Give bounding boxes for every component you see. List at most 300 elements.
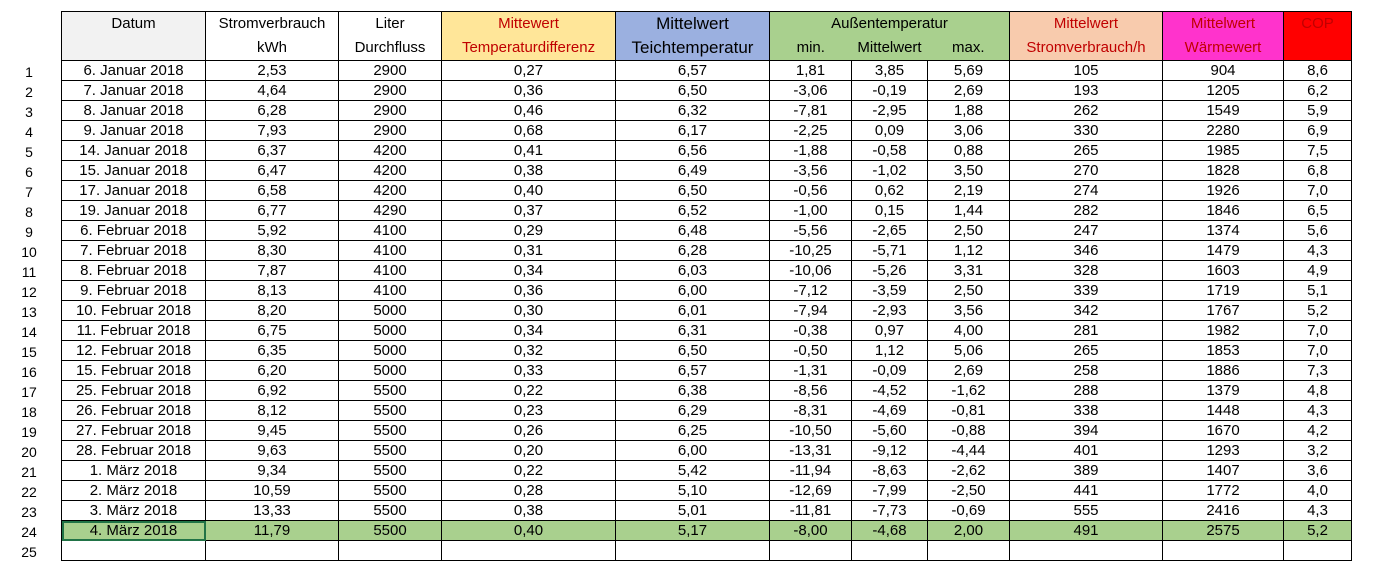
cell-datum[interactable]: 11. Februar 2018 — [62, 321, 206, 341]
row-number[interactable]: 13 — [21, 304, 37, 320]
header-aussen-mean[interactable]: Mittelwert — [852, 36, 928, 61]
cell-datum[interactable]: 8. Februar 2018 — [62, 261, 206, 281]
cell-strom-h[interactable] — [1010, 541, 1163, 561]
cell-aussen-max[interactable]: 2,19 — [928, 181, 1010, 201]
cell-tdiff[interactable]: 0,29 — [442, 221, 616, 241]
cell-liter[interactable]: 2900 — [339, 121, 442, 141]
cell-waerme[interactable]: 1853 — [1163, 341, 1284, 361]
cell-liter[interactable]: 5500 — [339, 441, 442, 461]
cell-liter[interactable]: 2900 — [339, 81, 442, 101]
cell-aussen-max[interactable]: 1,12 — [928, 241, 1010, 261]
cell-cop[interactable]: 4,3 — [1284, 501, 1352, 521]
cell-waerme[interactable]: 1846 — [1163, 201, 1284, 221]
cell-aussen-min[interactable]: -7,12 — [770, 281, 852, 301]
cell-cop[interactable]: 5,1 — [1284, 281, 1352, 301]
row-number[interactable]: 4 — [25, 124, 33, 140]
cell-cop[interactable]: 3,6 — [1284, 461, 1352, 481]
cell-waerme[interactable]: 1293 — [1163, 441, 1284, 461]
cell-waerme[interactable] — [1163, 541, 1284, 561]
cell-datum[interactable]: 17. Januar 2018 — [62, 181, 206, 201]
header-liter-top[interactable]: Liter — [339, 12, 442, 37]
cell-liter[interactable]: 5500 — [339, 521, 442, 541]
cell-aussen-max[interactable]: 3,31 — [928, 261, 1010, 281]
cell-liter[interactable]: 2900 — [339, 101, 442, 121]
cell-tdiff[interactable]: 0,38 — [442, 501, 616, 521]
cell-waerme[interactable]: 1603 — [1163, 261, 1284, 281]
row-number[interactable]: 5 — [25, 144, 33, 160]
cell-aussen-min[interactable]: -10,50 — [770, 421, 852, 441]
cell-strom-kwh[interactable]: 8,13 — [206, 281, 339, 301]
cell-aussen-min[interactable]: -1,31 — [770, 361, 852, 381]
cell-aussen-max[interactable]: -4,44 — [928, 441, 1010, 461]
cell-tdiff[interactable]: 0,41 — [442, 141, 616, 161]
cell-aussen-mean[interactable]: -7,73 — [852, 501, 928, 521]
cell-tdiff[interactable]: 0,33 — [442, 361, 616, 381]
cell-aussen-mean[interactable]: -5,26 — [852, 261, 928, 281]
cell-strom-h[interactable]: 394 — [1010, 421, 1163, 441]
cell-cop[interactable]: 4,0 — [1284, 481, 1352, 501]
cell-tdiff[interactable]: 0,28 — [442, 481, 616, 501]
cell-strom-h[interactable]: 258 — [1010, 361, 1163, 381]
cell-strom-h[interactable]: 262 — [1010, 101, 1163, 121]
row-number[interactable]: 12 — [21, 284, 37, 300]
cell-waerme[interactable]: 904 — [1163, 61, 1284, 81]
cell-strom-kwh[interactable]: 9,45 — [206, 421, 339, 441]
cell-liter[interactable]: 4100 — [339, 261, 442, 281]
cell-cop[interactable]: 5,2 — [1284, 301, 1352, 321]
cell-cop[interactable]: 4,2 — [1284, 421, 1352, 441]
cell-teich[interactable]: 6,52 — [616, 201, 770, 221]
header-tdiff-bottom[interactable]: Temperaturdifferenz — [442, 36, 616, 61]
cell-aussen-mean[interactable]: 0,97 — [852, 321, 928, 341]
cell-strom-h[interactable]: 328 — [1010, 261, 1163, 281]
cell-waerme[interactable]: 1379 — [1163, 381, 1284, 401]
row-number[interactable]: 2 — [25, 84, 33, 100]
cell-strom-h[interactable]: 288 — [1010, 381, 1163, 401]
header-aussen-top[interactable]: Außentemperatur — [770, 12, 1010, 37]
cell-aussen-mean[interactable]: -2,65 — [852, 221, 928, 241]
cell-teich[interactable]: 6,25 — [616, 421, 770, 441]
cell-teich[interactable]: 6,56 — [616, 141, 770, 161]
cell-waerme[interactable]: 1479 — [1163, 241, 1284, 261]
cell-strom-kwh[interactable]: 13,33 — [206, 501, 339, 521]
cell-aussen-max[interactable]: -2,50 — [928, 481, 1010, 501]
cell-aussen-mean[interactable]: -2,93 — [852, 301, 928, 321]
cell-aussen-mean[interactable]: 0,15 — [852, 201, 928, 221]
cell-cop[interactable]: 5,6 — [1284, 221, 1352, 241]
cell-teich[interactable]: 6,03 — [616, 261, 770, 281]
cell-teich[interactable]: 6,31 — [616, 321, 770, 341]
cell-aussen-mean[interactable]: -0,09 — [852, 361, 928, 381]
header-teich-top[interactable]: Mittelwert — [616, 12, 770, 37]
cell-tdiff[interactable]: 0,22 — [442, 461, 616, 481]
cell-strom-kwh[interactable]: 9,63 — [206, 441, 339, 461]
cell-strom-h[interactable]: 281 — [1010, 321, 1163, 341]
cell-strom-h[interactable]: 105 — [1010, 61, 1163, 81]
cell-aussen-min[interactable]: -3,56 — [770, 161, 852, 181]
header-stromh-bottom[interactable]: Stromverbrauch/h — [1010, 36, 1163, 61]
cell-aussen-max[interactable]: 2,50 — [928, 281, 1010, 301]
cell-liter[interactable]: 5500 — [339, 481, 442, 501]
cell-aussen-mean[interactable]: -2,95 — [852, 101, 928, 121]
cell-cop[interactable]: 4,3 — [1284, 401, 1352, 421]
cell-datum[interactable]: 14. Januar 2018 — [62, 141, 206, 161]
cell-waerme[interactable]: 1886 — [1163, 361, 1284, 381]
cell-datum[interactable]: 8. Januar 2018 — [62, 101, 206, 121]
cell-teich[interactable]: 6,57 — [616, 361, 770, 381]
cell-aussen-max[interactable]: -0,88 — [928, 421, 1010, 441]
cell-aussen-min[interactable]: -3,06 — [770, 81, 852, 101]
cell-datum[interactable]: 12. Februar 2018 — [62, 341, 206, 361]
cell-waerme[interactable]: 1374 — [1163, 221, 1284, 241]
cell-waerme[interactable]: 1670 — [1163, 421, 1284, 441]
header-cop[interactable]: COP — [1284, 12, 1352, 37]
cell-strom-h[interactable]: 270 — [1010, 161, 1163, 181]
cell-datum[interactable]: 7. Februar 2018 — [62, 241, 206, 261]
header-teich-bottom[interactable]: Teichtemperatur — [616, 36, 770, 61]
cell-strom-kwh[interactable]: 7,93 — [206, 121, 339, 141]
cell-datum[interactable]: 2. März 2018 — [62, 481, 206, 501]
row-number[interactable]: 14 — [21, 324, 37, 340]
cell-aussen-mean[interactable]: 3,85 — [852, 61, 928, 81]
cell-aussen-max[interactable]: -1,62 — [928, 381, 1010, 401]
cell-datum[interactable]: 9. Februar 2018 — [62, 281, 206, 301]
cell-strom-h[interactable]: 265 — [1010, 141, 1163, 161]
row-number[interactable]: 22 — [21, 484, 37, 500]
cell-aussen-max[interactable]: 2,69 — [928, 81, 1010, 101]
cell-aussen-mean[interactable]: -5,60 — [852, 421, 928, 441]
cell-aussen-max[interactable]: 2,69 — [928, 361, 1010, 381]
cell-aussen-min[interactable]: -2,25 — [770, 121, 852, 141]
cell-aussen-min[interactable]: 1,81 — [770, 61, 852, 81]
cell-tdiff[interactable]: 0,30 — [442, 301, 616, 321]
cell-tdiff[interactable]: 0,22 — [442, 381, 616, 401]
cell-aussen-max[interactable] — [928, 541, 1010, 561]
cell-cop[interactable]: 5,9 — [1284, 101, 1352, 121]
cell-liter[interactable]: 5500 — [339, 381, 442, 401]
cell-aussen-min[interactable]: -7,94 — [770, 301, 852, 321]
cell-datum[interactable]: 4. März 2018 — [62, 521, 206, 541]
cell-cop[interactable]: 4,3 — [1284, 241, 1352, 261]
cell-waerme[interactable]: 2280 — [1163, 121, 1284, 141]
cell-aussen-mean[interactable]: -4,69 — [852, 401, 928, 421]
cell-aussen-min[interactable]: -10,06 — [770, 261, 852, 281]
header-aussen-min[interactable]: min. — [770, 36, 852, 61]
cell-strom-h[interactable]: 441 — [1010, 481, 1163, 501]
cell-aussen-min[interactable]: -12,69 — [770, 481, 852, 501]
row-number[interactable]: 23 — [21, 504, 37, 520]
cell-strom-h[interactable]: 342 — [1010, 301, 1163, 321]
cell-strom-h[interactable]: 401 — [1010, 441, 1163, 461]
cell-cop[interactable]: 7,0 — [1284, 341, 1352, 361]
cell-waerme[interactable]: 1982 — [1163, 321, 1284, 341]
cell-aussen-mean[interactable]: -4,68 — [852, 521, 928, 541]
cell-teich[interactable]: 6,00 — [616, 441, 770, 461]
cell-strom-kwh[interactable]: 4,64 — [206, 81, 339, 101]
cell-teich[interactable]: 6,50 — [616, 81, 770, 101]
cell-tdiff[interactable]: 0,27 — [442, 61, 616, 81]
header-strom-bottom[interactable]: kWh — [206, 36, 339, 61]
cell-liter[interactable]: 4100 — [339, 241, 442, 261]
header-waerme-bottom[interactable]: Wärmewert — [1163, 36, 1284, 61]
cell-cop[interactable]: 4,8 — [1284, 381, 1352, 401]
cell-strom-kwh[interactable]: 5,92 — [206, 221, 339, 241]
cell-teich[interactable]: 5,42 — [616, 461, 770, 481]
cell-datum[interactable]: 15. Februar 2018 — [62, 361, 206, 381]
cell-aussen-max[interactable]: -0,69 — [928, 501, 1010, 521]
cell-strom-kwh[interactable]: 2,53 — [206, 61, 339, 81]
cell-teich[interactable]: 6,32 — [616, 101, 770, 121]
cell-liter[interactable]: 5000 — [339, 341, 442, 361]
header-aussen-max[interactable]: max. — [928, 36, 1010, 61]
cell-aussen-mean[interactable]: -0,19 — [852, 81, 928, 101]
cell-aussen-mean[interactable]: 1,12 — [852, 341, 928, 361]
cell-strom-h[interactable]: 555 — [1010, 501, 1163, 521]
header-liter-bottom[interactable]: Durchfluss — [339, 36, 442, 61]
cell-liter[interactable]: 5500 — [339, 421, 442, 441]
cell-cop[interactable]: 7,5 — [1284, 141, 1352, 161]
row-number[interactable]: 7 — [25, 184, 33, 200]
cell-tdiff[interactable]: 0,46 — [442, 101, 616, 121]
row-number[interactable]: 16 — [21, 364, 37, 380]
cell-liter[interactable]: 5500 — [339, 401, 442, 421]
cell-aussen-min[interactable]: -7,81 — [770, 101, 852, 121]
cell-tdiff[interactable]: 0,31 — [442, 241, 616, 261]
cell-aussen-mean[interactable]: -3,59 — [852, 281, 928, 301]
cell-teich[interactable]: 5,10 — [616, 481, 770, 501]
cell-strom-h[interactable]: 265 — [1010, 341, 1163, 361]
row-number[interactable]: 21 — [21, 464, 37, 480]
row-number[interactable]: 25 — [21, 544, 37, 560]
cell-aussen-min[interactable]: -11,94 — [770, 461, 852, 481]
header-waerme-top[interactable]: Mittelwert — [1163, 12, 1284, 37]
cell-cop[interactable] — [1284, 541, 1352, 561]
cell-datum[interactable]: 9. Januar 2018 — [62, 121, 206, 141]
cell-strom-h[interactable]: 193 — [1010, 81, 1163, 101]
cell-aussen-mean[interactable]: -4,52 — [852, 381, 928, 401]
cell-liter[interactable]: 5500 — [339, 461, 442, 481]
cell-teich[interactable]: 6,00 — [616, 281, 770, 301]
cell-strom-h[interactable]: 282 — [1010, 201, 1163, 221]
cell-waerme[interactable]: 1926 — [1163, 181, 1284, 201]
cell-strom-kwh[interactable]: 6,47 — [206, 161, 339, 181]
cell-aussen-max[interactable]: 1,44 — [928, 201, 1010, 221]
cell-teich[interactable]: 5,17 — [616, 521, 770, 541]
cell-waerme[interactable]: 1828 — [1163, 161, 1284, 181]
cell-cop[interactable]: 6,2 — [1284, 81, 1352, 101]
cell-waerme[interactable]: 1719 — [1163, 281, 1284, 301]
cell-tdiff[interactable]: 0,20 — [442, 441, 616, 461]
cell-aussen-max[interactable]: 3,56 — [928, 301, 1010, 321]
cell-waerme[interactable]: 1205 — [1163, 81, 1284, 101]
cell-teich[interactable]: 6,48 — [616, 221, 770, 241]
cell-liter[interactable]: 4200 — [339, 141, 442, 161]
cell-strom-kwh[interactable]: 6,37 — [206, 141, 339, 161]
cell-liter[interactable]: 4290 — [339, 201, 442, 221]
cell-strom-h[interactable]: 491 — [1010, 521, 1163, 541]
cell-cop[interactable]: 7,0 — [1284, 181, 1352, 201]
cell-aussen-min[interactable]: -8,00 — [770, 521, 852, 541]
cell-waerme[interactable]: 2416 — [1163, 501, 1284, 521]
cell-aussen-min[interactable]: -0,50 — [770, 341, 852, 361]
cell-strom-h[interactable]: 346 — [1010, 241, 1163, 261]
cell-aussen-min[interactable]: -0,38 — [770, 321, 852, 341]
cell-waerme[interactable]: 1407 — [1163, 461, 1284, 481]
cell-aussen-min[interactable]: -11,81 — [770, 501, 852, 521]
cell-strom-kwh[interactable]: 10,59 — [206, 481, 339, 501]
cell-aussen-max[interactable]: 3,50 — [928, 161, 1010, 181]
cell-aussen-min[interactable]: -8,56 — [770, 381, 852, 401]
cell-liter[interactable]: 4100 — [339, 221, 442, 241]
cell-cop[interactable]: 3,2 — [1284, 441, 1352, 461]
cell-liter[interactable]: 4100 — [339, 281, 442, 301]
cell-strom-h[interactable]: 338 — [1010, 401, 1163, 421]
cell-datum[interactable] — [62, 541, 206, 561]
cell-aussen-max[interactable]: 0,88 — [928, 141, 1010, 161]
cell-datum[interactable]: 10. Februar 2018 — [62, 301, 206, 321]
row-number[interactable]: 10 — [21, 244, 37, 260]
cell-strom-kwh[interactable]: 8,12 — [206, 401, 339, 421]
cell-teich[interactable]: 6,28 — [616, 241, 770, 261]
row-number[interactable]: 8 — [25, 204, 33, 220]
cell-strom-kwh[interactable]: 11,79 — [206, 521, 339, 541]
cell-datum[interactable]: 26. Februar 2018 — [62, 401, 206, 421]
cell-cop[interactable]: 4,9 — [1284, 261, 1352, 281]
row-number[interactable]: 3 — [25, 104, 33, 120]
cell-datum[interactable]: 1. März 2018 — [62, 461, 206, 481]
cell-aussen-mean[interactable]: 0,09 — [852, 121, 928, 141]
cell-aussen-max[interactable]: -0,81 — [928, 401, 1010, 421]
cell-aussen-min[interactable]: -13,31 — [770, 441, 852, 461]
cell-strom-h[interactable]: 339 — [1010, 281, 1163, 301]
cell-cop[interactable]: 5,2 — [1284, 521, 1352, 541]
cell-aussen-mean[interactable]: -9,12 — [852, 441, 928, 461]
cell-cop[interactable]: 6,5 — [1284, 201, 1352, 221]
cell-liter[interactable]: 4200 — [339, 161, 442, 181]
header-strom-top[interactable]: Stromverbrauch — [206, 12, 339, 37]
cell-aussen-min[interactable]: -8,31 — [770, 401, 852, 421]
cell-liter[interactable]: 5500 — [339, 501, 442, 521]
row-number[interactable]: 15 — [21, 344, 37, 360]
cell-teich[interactable]: 6,57 — [616, 61, 770, 81]
cell-tdiff[interactable]: 0,34 — [442, 261, 616, 281]
cell-teich[interactable]: 6,50 — [616, 181, 770, 201]
cell-waerme[interactable]: 1549 — [1163, 101, 1284, 121]
cell-liter[interactable] — [339, 541, 442, 561]
cell-strom-kwh[interactable]: 9,34 — [206, 461, 339, 481]
cell-cop[interactable]: 6,8 — [1284, 161, 1352, 181]
cell-liter[interactable]: 4200 — [339, 181, 442, 201]
cell-teich[interactable]: 6,50 — [616, 341, 770, 361]
cell-datum[interactable]: 3. März 2018 — [62, 501, 206, 521]
cell-strom-kwh[interactable]: 6,28 — [206, 101, 339, 121]
cell-aussen-mean[interactable]: -0,58 — [852, 141, 928, 161]
cell-teich[interactable]: 6,29 — [616, 401, 770, 421]
cell-datum[interactable]: 15. Januar 2018 — [62, 161, 206, 181]
row-number[interactable]: 1 — [25, 64, 33, 80]
row-number[interactable]: 18 — [21, 404, 37, 420]
cell-liter[interactable]: 2900 — [339, 61, 442, 81]
header-datum[interactable]: Datum — [62, 12, 206, 37]
cell-cop[interactable]: 7,3 — [1284, 361, 1352, 381]
cell-cop[interactable]: 8,6 — [1284, 61, 1352, 81]
cell-tdiff[interactable]: 0,32 — [442, 341, 616, 361]
cell-tdiff[interactable]: 0,36 — [442, 81, 616, 101]
cell-strom-h[interactable]: 247 — [1010, 221, 1163, 241]
cell-aussen-max[interactable]: 5,69 — [928, 61, 1010, 81]
cell-teich[interactable] — [616, 541, 770, 561]
cell-aussen-max[interactable]: 1,88 — [928, 101, 1010, 121]
cell-tdiff[interactable]: 0,23 — [442, 401, 616, 421]
cell-tdiff[interactable]: 0,34 — [442, 321, 616, 341]
cell-strom-kwh[interactable]: 7,87 — [206, 261, 339, 281]
cell-strom-kwh[interactable]: 6,77 — [206, 201, 339, 221]
cell-aussen-min[interactable]: -0,56 — [770, 181, 852, 201]
cell-aussen-max[interactable]: 2,00 — [928, 521, 1010, 541]
cell-tdiff[interactable] — [442, 541, 616, 561]
cell-cop[interactable]: 7,0 — [1284, 321, 1352, 341]
cell-aussen-min[interactable]: -10,25 — [770, 241, 852, 261]
cell-strom-kwh[interactable] — [206, 541, 339, 561]
cell-datum[interactable]: 27. Februar 2018 — [62, 421, 206, 441]
header-cop-empty[interactable] — [1284, 36, 1352, 61]
cell-tdiff[interactable]: 0,36 — [442, 281, 616, 301]
cell-strom-h[interactable]: 389 — [1010, 461, 1163, 481]
cell-aussen-max[interactable]: 2,50 — [928, 221, 1010, 241]
header-tdiff-top[interactable]: Mittewert — [442, 12, 616, 37]
row-number[interactable]: 24 — [21, 524, 37, 540]
cell-teich[interactable]: 6,38 — [616, 381, 770, 401]
cell-tdiff[interactable]: 0,26 — [442, 421, 616, 441]
cell-tdiff[interactable]: 0,40 — [442, 521, 616, 541]
cell-datum[interactable]: 28. Februar 2018 — [62, 441, 206, 461]
cell-aussen-min[interactable]: -1,00 — [770, 201, 852, 221]
cell-datum[interactable]: 19. Januar 2018 — [62, 201, 206, 221]
cell-tdiff[interactable]: 0,37 — [442, 201, 616, 221]
cell-waerme[interactable]: 1448 — [1163, 401, 1284, 421]
cell-strom-kwh[interactable]: 8,30 — [206, 241, 339, 261]
cell-tdiff[interactable]: 0,40 — [442, 181, 616, 201]
cell-teich[interactable]: 6,01 — [616, 301, 770, 321]
cell-strom-kwh[interactable]: 8,20 — [206, 301, 339, 321]
cell-aussen-max[interactable]: 3,06 — [928, 121, 1010, 141]
cell-datum[interactable]: 7. Januar 2018 — [62, 81, 206, 101]
row-number[interactable]: 20 — [21, 444, 37, 460]
cell-liter[interactable]: 5000 — [339, 321, 442, 341]
cell-datum[interactable]: 25. Februar 2018 — [62, 381, 206, 401]
cell-waerme[interactable]: 2575 — [1163, 521, 1284, 541]
cell-aussen-min[interactable]: -5,56 — [770, 221, 852, 241]
cell-strom-h[interactable]: 274 — [1010, 181, 1163, 201]
row-number[interactable]: 17 — [21, 384, 37, 400]
cell-strom-kwh[interactable]: 6,75 — [206, 321, 339, 341]
cell-strom-kwh[interactable]: 6,58 — [206, 181, 339, 201]
cell-tdiff[interactable]: 0,68 — [442, 121, 616, 141]
cell-aussen-mean[interactable]: -5,71 — [852, 241, 928, 261]
cell-aussen-mean[interactable] — [852, 541, 928, 561]
cell-datum[interactable]: 6. Februar 2018 — [62, 221, 206, 241]
cell-aussen-min[interactable] — [770, 541, 852, 561]
row-number[interactable]: 11 — [21, 264, 37, 280]
header-stromh-top[interactable]: Mittelwert — [1010, 12, 1163, 37]
cell-aussen-mean[interactable]: -7,99 — [852, 481, 928, 501]
cell-datum[interactable]: 6. Januar 2018 — [62, 61, 206, 81]
cell-aussen-max[interactable]: 5,06 — [928, 341, 1010, 361]
cell-waerme[interactable]: 1985 — [1163, 141, 1284, 161]
cell-tdiff[interactable]: 0,38 — [442, 161, 616, 181]
cell-cop[interactable]: 6,9 — [1284, 121, 1352, 141]
cell-liter[interactable]: 5000 — [339, 361, 442, 381]
